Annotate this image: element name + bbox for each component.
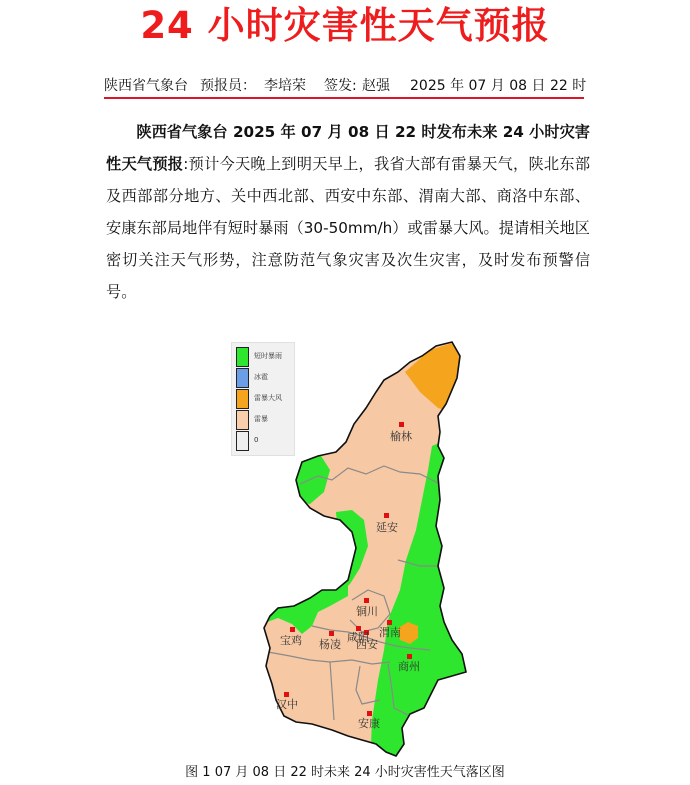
legend-item-thunderstorm: 雷暴 (236, 410, 292, 430)
forecaster-name: 李培荣 (264, 78, 306, 94)
figure-caption: 图 1 07 月 08 日 22 时未来 24 小时灾害性天气落区图 (185, 765, 505, 780)
city-marker-tongchuan (364, 598, 369, 603)
legend-item-rainstorm: 短时暴雨 (236, 347, 292, 367)
forecast-text: :预计今天晚上到明天早上，我省大部有雷暴天气，陕北东部及西部部分地方、关中西北部、西安中东部、渭南大部、商洛中东部、安康东部局地伴有短时暴雨（30-50mm/h）或雷暴大风。提请相关地区密切关注天气形势，注意防范气象灾害及次生灾害，及时发布预警信号。 (106, 155, 591, 301)
city-label-hanzhong: 汉中 (276, 698, 298, 711)
city-marker-shangzhou (407, 654, 412, 659)
city-marker-yulin (399, 422, 404, 427)
city-label-shangzhou: 商州 (398, 660, 420, 673)
legend-item-thunderstorm-wind: 雷暴大风 (236, 389, 292, 409)
city-marker-ankang (367, 711, 372, 716)
city-label-yanan: 延安 (376, 521, 398, 534)
city-label-baoji: 宝鸡 (280, 634, 302, 647)
city-label-xian: 西安 (356, 638, 378, 651)
forecaster-label: 预报员： (200, 78, 256, 94)
city-marker-yangling (329, 631, 334, 636)
legend-item-none: 0 (236, 431, 292, 451)
issuer-label: 签发: (324, 78, 357, 94)
city-label-yangling: 杨凌 (319, 638, 341, 651)
city-label-xianyang: 咸阳 (347, 631, 369, 644)
city-label-tongchuan: 铜川 (356, 605, 378, 618)
forecast-lead: 陕西省气象台 2025 年 07 月 08 日 22 时发布未来 24 小时灾害性天气预报 (106, 123, 590, 173)
city-marker-yanan (384, 513, 389, 518)
city-marker-weinan (387, 620, 392, 625)
city-label-weinan: 渭南 (379, 626, 401, 639)
city-marker-hanzhong (284, 692, 289, 697)
city-label-ankang: 安康 (358, 717, 380, 730)
issuer-name: 赵强 (362, 78, 390, 94)
city-marker-baoji (290, 627, 295, 632)
city-label-yulin: 榆林 (390, 430, 412, 443)
legend-item-hail: 冰雹 (236, 368, 292, 388)
agency-name: 陕西省气象台 (104, 78, 188, 94)
page-title: 24 小时灾害性天气预报 (140, 4, 550, 47)
issue-datetime: 2025 年 07 月 08 日 22 时 (410, 78, 587, 94)
